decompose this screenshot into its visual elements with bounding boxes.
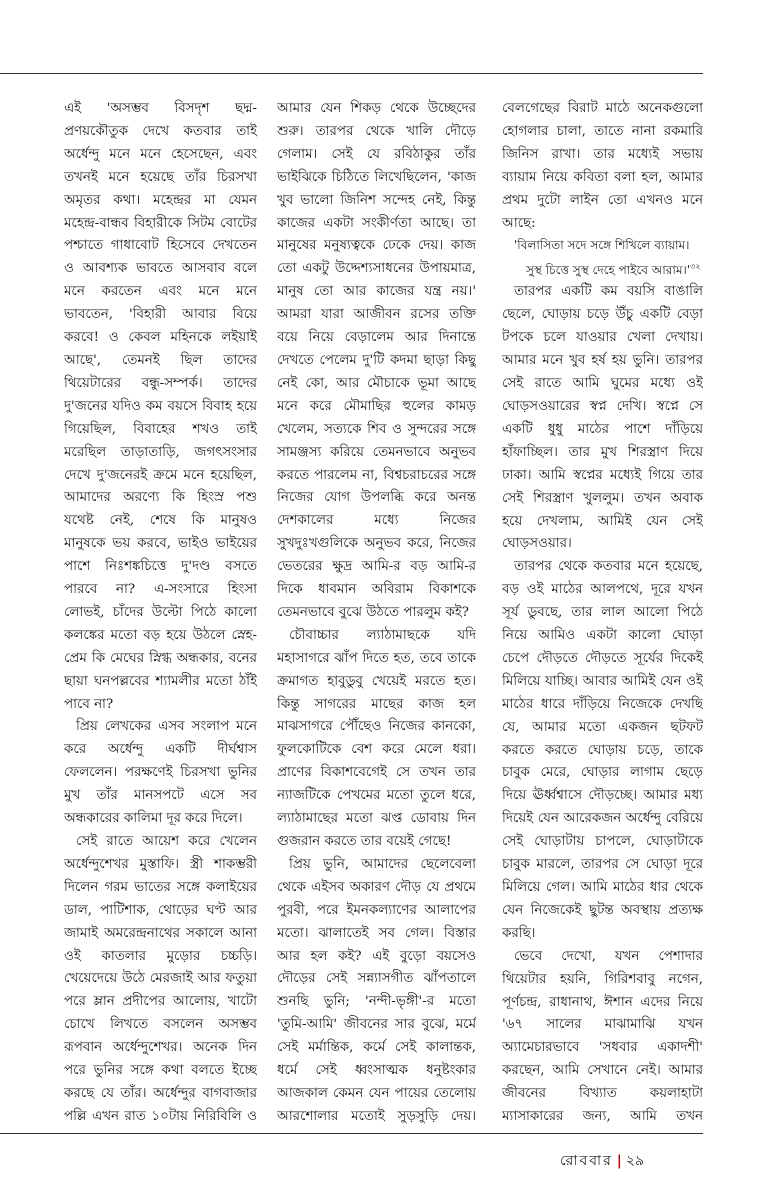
magazine-name: রোববার (560, 1153, 613, 1169)
paragraph: প্রিয় ভুনি, আমাদের ছেলেবেলা থেকে এইসব অকারণ দৌড় যে প্রথমে পুরবী, পরে ইমনকল্যাণের আলাপের মতো। ঝালাতেই সব গেল। বিস্তার আর হল কই? এই বুড়ো বয়সেও দৌড়ের সেই সন্ন্যাসগীত ঝাঁপতালে শুনছি ভুনি; 'নন্দী-ভৃঙ্গী'-র মতো 'তুমি-আমি' জীবনের সার বুঝে, মর্মে সেই মর্মান্তিক, কর্মে সেই কালান্তক, ধর্মে সেই ধ্বংসাত্মক ধনুষ্টংকার আজকাল কেমন যেন পায়ের তেলোয় আরশোলার মতোই সুড়সুড়ি দেয়। (277, 856, 476, 1124)
paragraph: তারপর থেকে কতবার মনে হয়েছে, বড় ওই মাঠের আলপথে, দূরে যখন সূর্য ডুবছে, তার লাল আলো পিঠে নিয়ে আমিও একটা কালো ঘোড়া চেপে দৌড়তে দৌড়তে সূর্যের দিকেই মিলিয়ে যাচ্ছি। আবার আমিই যেন ওই মাঠের ধারে দাঁড়িয়ে নিজেকে দেখছি যে, আমার মতো একজন ছটফট করতে করতে ঘোড়ায় চড়ে, তাকে চাবুক মেরে, ঘোড়ার লাগাম ছেড়ে দিয়ে ঊর্ধ্বশ্বাসে দৌড়চ্ছে। আমার মধ্য দিয়েই যেন আরেকজন অর্ধেন্দু বেরিয়ে সেই ঘোড়াটায় চাপলে, ঘোড়াটাকে চাবুক মারলে, তারপর সে ঘোড়া দূরে মিলিয়ে গেল। আমি মাঠের ধার থেকে যেন নিজেকেই ছুটন্ত অবস্থায় প্রত্যক্ষ করছি। (502, 559, 703, 941)
bottom-rule (0, 1133, 703, 1134)
paragraph: তারপর একটি কম বয়সি বাঙালি ছেলে, ঘোড়ায় চড়ে উঁচু একটি বেড়া টপকে চলে যাওয়ার খেলা দেখায়। আমার মনে খুব হর্ষ হয় ভুনি। তারপর সেই রাতে আমি ঘুমের মধ্যে ওই ঘোড়সওয়ারের স্বপ্ন দেখি। স্বপ্নে সে একটি ধুধু মাঠের পাশে দাঁড়িয়ে হাঁফাচ্ছিল। তার মুখ শিরস্ত্রাণ দিয়ে ঢাকা। আমি স্বপ্নের মধ্যেই গিয়ে তার সেই শিরস্ত্রাণ খুললুম। তখন অবাক হয়ে দেখলাম, আমিই যেন সেই ঘোড়সওয়ার। (502, 284, 703, 552)
paragraph: চৌবাচ্চার ল্যাঠামাছকে যদি মহাসাগরে ঝাঁপ দিতে হত, তবে তাকে ক্রমাগত হাবুডুবু খেয়েই মরতে হত। কিন্তু সাগরের মাছের কাজ হল মাঝসাগরে পৌঁছেও নিজের কানকো, ফুলকোটিকে বেশ করে মেলে ধরা। প্রাণের বিকাশবেগেই সে তখন তার ন্যাজটিকে পেখমের মতো তুলে ধরে, ল্যাঠামাছের মতো ঝপ্ত ডোবায় দিন গুজরান করতে তার বয়েই গেছে! (277, 627, 476, 849)
paragraph: প্রিয় লেখকের এসব সংলাপ মনে করে অর্ধেন্দু একটি দীর্ঘশ্বাস ফেললেন। পরক্ষণেই চিরসখা ভুনির মুখ তাঁর মানসপটে এসে সব অন্ধকারের কালিমা দূর করে দিলে। (64, 719, 257, 827)
page-footer (560, 1151, 740, 1171)
page-number: ২৯ (625, 1153, 645, 1169)
footer-separator: | (616, 1153, 622, 1169)
paragraph: এই 'অসম্ভব বিসদৃশ ছদ্ম-প্রণয়কৌতুক দেখে কতবার তাই অর্ধেন্দু মনে মনে হেসেছেন, এবং তখনই মনে হয়েছে তাঁর চিরসখা অমৃতর কথা। মহেন্দ্রর মা যেমন মহেন্দ্র-বান্ধব বিহারীকে সিটম বোটের পশ্চাতে গাধাবোট হিসেবে দেখতেন ও আবশ্যক ভাবতে আসবাব বলে মনে করতেন এবং মনে মনে ভাবতেন, 'বিহারী আবার বিয়ে করবে! ও কেবল মহিনকে লইয়াই আছে', তেমনই ছিল তাদের থিয়েটারের বন্ধু-সম্পর্ক। তাদের দু'জনের যদিও কম বয়সে বিবাহ হয়ে গিয়েছিল, বিবাহের শখও তাই মরেছিল তাড়াতাড়ি, জগৎসংসার দেখে দু'জনেরই ক্রমে মনে হয়েছিল, আমাদের অরণ্যে কি হিংস্র পশু যথেষ্ট নেই, শেষে কি মানুষও মানুষকে ভয় করবে, ভাইও ভাইয়ের পাশে নিঃশঙ্কচিত্তে দু'দণ্ড বসতে পারবে না? এ-সংসারে হিংসা লোভই, চাঁদের উল্টো পিঠে কালো কলঙ্কের মতো বড় হয়ে উঠলে স্নেহ-প্রেম কি মেঘের স্নিগ্ধ অন্ধকার, বনের ছায়া ঘনপল্লবের শ্যামলীর মতো ঠাঁই পাবে না? (64, 101, 257, 712)
text-column-1 (64, 98, 257, 1126)
paragraph: আমার যেন শিকড় থেকে উচ্ছেদের শুরু। তারপর থেকে খালি দৌড়ে গেলাম। সেই যে রবিঠাকুর তাঁর ভাইঝিকে চিঠিতে লিখেছিলেন, 'কাজ খুব ভালো জিনিশ সন্দেহ নেই, কিন্তু কাজের একটা সংকীর্ণতা আছে। তা মানুষের মনুষ্যত্বকে ঢেকে দেয়। কাজ তো একটু উদ্দেশ্যসাধনের উপায়মাত্র, মানুষ তো আর কাজের যন্ত্র নয়।' আমরা যারা আজীবন রসের তক্তি বয়ে নিয়ে বেড়ালেম আর দিনান্তে দেখতে পেলেম দু'টি কদমা ছাড়া কিছু নেই কো, আর মৌচাকে ভূমা আছে মনে করে মৌমাছির হুলের কামড় খেলেম, সত্যকে শিব ও সুন্দরের সঙ্গে সামঞ্জস্য করিয়ে তেমনভাবে অনুভব করতে পারলেম না, বিশ্বচরাচরের সঙ্গে নিজের যোগ উপলব্ধি করে অনন্ত দেশকালের মধ্যে নিজের সুখদুঃখগুলিকে অনুভব করে, নিজের ভেতরের ক্ষুদ্র আমি-র বড় আমি-র দিকে ধাবমান অবিরাম বিকাশকে তেমনভাবে বুঝে উঠতে পারলুম কই? (277, 101, 476, 620)
paragraph: বেলগেছের বিরাট মাঠে অনেকগুলো হোগলার চালা, তাতে নানা রকমারি জিনিস রাখা। তার মধ্যেই সভায় ব্যায়াম নিয়ে কবিতা বলা হল, আমার প্রথম দুটো লাইন তো এখনও মনে আছে: (502, 101, 703, 231)
paragraph: সেই রাতে আয়েশ করে খেলেন অর্ধেন্দুশেখর মুস্তাফি। স্ত্রী শাকম্ভরী দিলেন গরম ভাতের সঙ্গে কলাইয়ের ডাল, পাটিশাক, থোড়ের ঘণ্ট আর জামাই অমরেন্দ্রনাথের সকালে আনা ওই কাতলার মুড়োর চচ্চড়ি। খেয়েদেয়ে উঠে মেরজাই আর ফতুয়া পরে ম্লান প্রদীপের আলোয়, খাটো চোখে লিখতে বসলেন অসম্ভব রূপবান অর্ধেন্দুশেখর। অনেক দিন পরে ভুনির সঙ্গে কথা বলতে ইচ্ছে করছে যে তাঁর। অর্ধেন্দুর বাগবাজার পল্লি এখন রাত ১০টায় নিরিবিলি ও (64, 834, 257, 1124)
poem-line (502, 256, 703, 281)
text-column-2 (277, 98, 476, 1126)
text-column-3 (502, 98, 703, 1126)
footnote-mark: ৩২ (690, 262, 701, 272)
poem-line-text: সুস্থ চিত্তে সুস্থ দেহে পাইবে আরাম।' (526, 263, 691, 278)
paragraph: ভেবে দেখো, যখন পেশাদার থিয়েটার হয়নি, গিরিশবাবু নগেন, পূর্ণচন্দ্র, রাধানাথ, ঈশান এদের নিয়ে '৬৭ সালের মাঝামাঝি যখন অ্যামেচারভাবে 'সধবার একাদশী' করছেন, আমি সেখানে নেই। আমার জীবনের বিখ্যাত কয়লাহাটা ম্যাসাকারের জন্য, আমি তখন (502, 948, 703, 1125)
poem-line: 'বিলাসিতা সদে সঙ্গে শিখিলে ব্যায়াম। (514, 238, 690, 253)
top-rule (0, 73, 703, 74)
